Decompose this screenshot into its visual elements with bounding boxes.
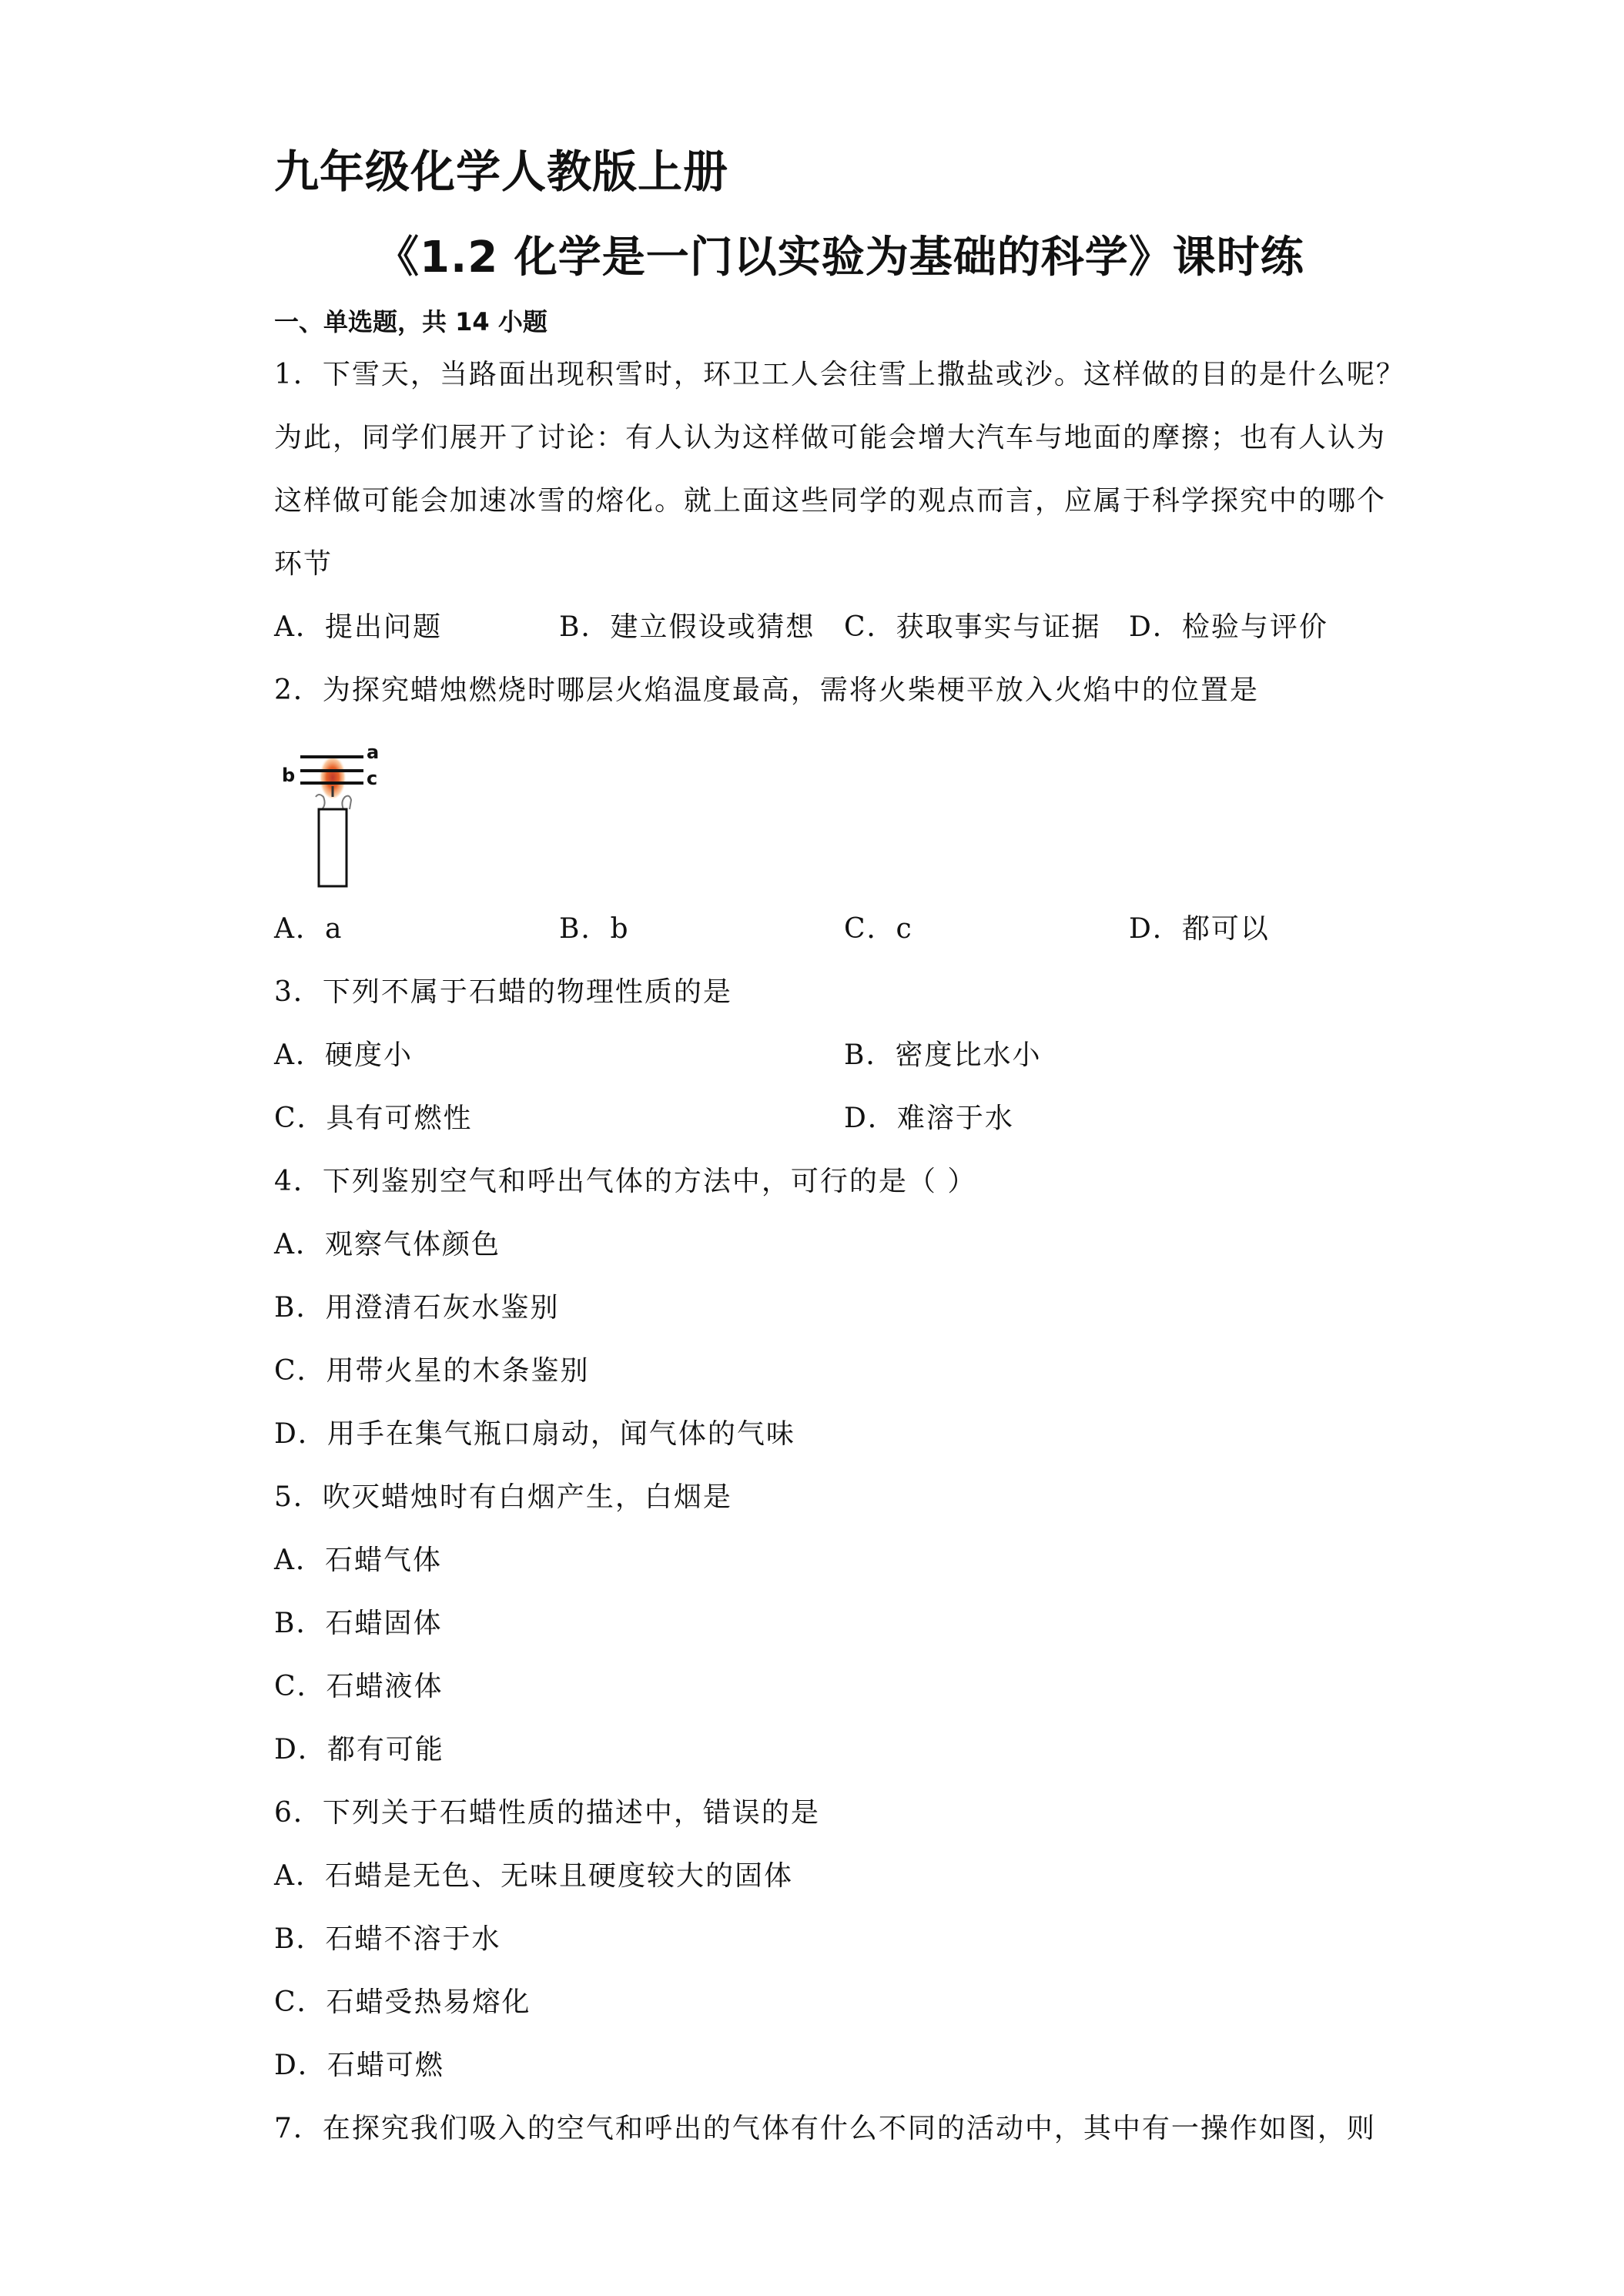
question-6-option-c: C．石蜡受热易熔化 (274, 1986, 531, 2018)
question-2-option-b: B．b (559, 913, 630, 945)
question-4-stem: 4．下列鉴别空气和呼出气体的方法中，可行的是（ ） (274, 1166, 977, 1197)
question-4-option-c: C．用带火星的木条鉴别 (274, 1355, 590, 1387)
question-2-option-a: A．a (274, 913, 343, 945)
question-1-option-a: A．提出问题 (274, 611, 442, 643)
question-5-stem: 5．吹灭蜡烛时有白烟产生，白烟是 (274, 1481, 732, 1513)
question-6-option-d: D．石蜡可燃 (274, 2050, 444, 2081)
question-1-option-d: D．检验与评价 (1129, 611, 1328, 643)
section-heading: 一、单选题，共 14 小题 (274, 307, 547, 336)
question-1-stem-line-1: 1．下雪天，当路面出现积雪时，环卫工人会往雪上撒盐或沙。这样做的目的是什么呢？ (274, 359, 1405, 390)
lesson-title: 《1.2 化学是一门以实验为基础的科学》课时练 (376, 233, 1304, 283)
question-2-option-c: C．c (844, 913, 913, 945)
question-3-option-c: C．具有可燃性 (274, 1103, 473, 1134)
question-3-option-d: D．难溶于水 (844, 1103, 1014, 1134)
question-6-option-a: A．石蜡是无色、无味且硬度较大的固体 (274, 1860, 793, 1892)
figure-label-c: c (367, 768, 378, 789)
question-2-option-d: D．都可以 (1129, 913, 1270, 945)
figure-label-a: a (367, 741, 379, 763)
question-5-option-d: D．都有可能 (274, 1734, 444, 1766)
question-3-option-a: A．硬度小 (274, 1039, 413, 1071)
question-3-option-b: B．密度比水小 (844, 1039, 1042, 1071)
question-6-option-b: B．石蜡不溶于水 (274, 1923, 501, 1955)
question-1-stem-line-2: 为此，同学们展开了讨论：有人认为这样做可能会增大汽车与地面的摩擦；也有人认为 (274, 422, 1387, 454)
figure-label-b: b (282, 765, 296, 786)
question-5-option-c: C．石蜡液体 (274, 1671, 444, 1702)
question-1-option-c: C．获取事实与证据 (844, 611, 1101, 643)
question-4-option-b: B．用澄清石灰水鉴别 (274, 1292, 560, 1324)
question-5-option-b: B．石蜡固体 (274, 1608, 443, 1639)
question-7-stem: 7．在探究我们吸入的空气和呼出的气体有什么不同的活动中，其中有一操作如图，则 (274, 2113, 1376, 2144)
candle-body (319, 809, 347, 886)
question-2-stem: 2．为探究蜡烛燃烧时哪层火焰温度最高，需将火柴梗平放入火焰中的位置是 (274, 674, 1259, 706)
question-3-stem: 3．下列不属于石蜡的物理性质的是 (274, 976, 732, 1008)
candle-flame-figure (279, 735, 379, 889)
question-6-stem: 6．下列关于石蜡性质的描述中，错误的是 (274, 1797, 820, 1829)
question-4-option-d: D．用手在集气瓶口扇动，闻气体的气味 (274, 1418, 795, 1450)
document-title: 九年级化学人教版上册 (274, 146, 729, 198)
question-5-option-a: A．石蜡气体 (274, 1545, 442, 1576)
question-1-stem-line-3: 这样做可能会加速冰雪的熔化。就上面这些同学的观点而言，应属于科学探究中的哪个 (274, 485, 1387, 517)
question-1-option-b: B．建立假设或猜想 (559, 611, 815, 643)
question-1-stem-line-4: 环节 (274, 548, 333, 580)
question-4-option-a: A．观察气体颜色 (274, 1229, 501, 1260)
